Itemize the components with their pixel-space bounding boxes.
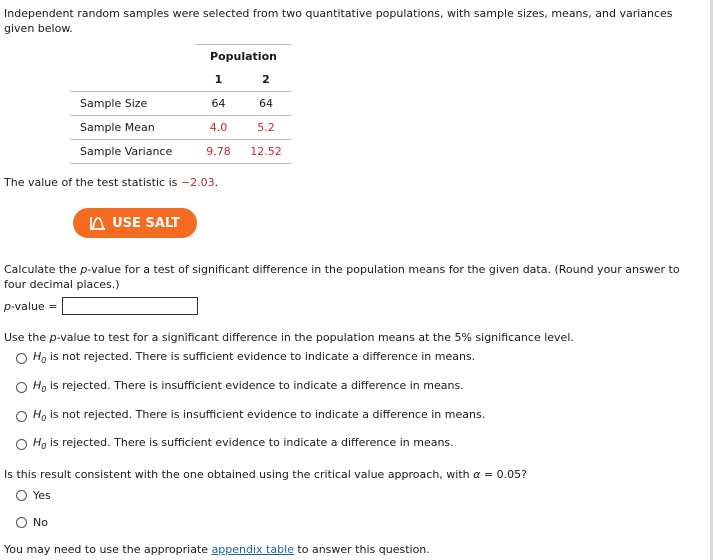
pvalue-label bbox=[4, 300, 57, 313]
h-symbol: H bbox=[33, 379, 42, 393]
sample-mean-pop2: 5.2 bbox=[241, 116, 291, 140]
h-symbol: H bbox=[33, 436, 42, 450]
table-corner-2 bbox=[70, 68, 196, 92]
test-statistic-statement bbox=[4, 176, 218, 189]
radio-button[interactable] bbox=[16, 517, 27, 528]
footer-note bbox=[4, 543, 430, 556]
calc-suffix: -value for a test of significant difference in the population means for the given data. (Round your answer to four decimal places.) bbox=[4, 263, 680, 291]
q1-suffix: -value to test for a significant difference in the population means at the 5% significance level. bbox=[56, 331, 574, 344]
option-text bbox=[33, 408, 485, 423]
q1-p: p bbox=[49, 331, 57, 344]
option-label: is not rejected. There is insufficient evidence to indicate a difference in means. bbox=[46, 408, 486, 422]
option-text bbox=[33, 379, 464, 394]
table-row bbox=[70, 140, 291, 164]
hypothesis-question bbox=[4, 331, 574, 344]
q2-suffix: = 0.05? bbox=[480, 468, 527, 481]
row-label-sample-variance: Sample Variance bbox=[70, 140, 196, 164]
sample-size-pop1: 64 bbox=[196, 92, 241, 116]
table-row bbox=[70, 116, 291, 140]
intro-text: Independent random samples were selected from two quantitative populations, with sample sizes, means, and variances given below. bbox=[4, 7, 673, 35]
h-subscript: 0 bbox=[41, 356, 47, 366]
h-symbol: H bbox=[33, 408, 42, 422]
table-corner bbox=[70, 45, 196, 69]
radio-button[interactable] bbox=[16, 353, 27, 364]
hypothesis-option-2[interactable] bbox=[16, 379, 464, 395]
radio-button[interactable] bbox=[16, 439, 27, 450]
sample-mean-pop1: 4.0 bbox=[196, 116, 241, 140]
option-no[interactable] bbox=[16, 514, 48, 530]
table-row bbox=[70, 92, 291, 116]
calc-p: p bbox=[80, 263, 88, 276]
consistency-question bbox=[4, 468, 527, 481]
radio-button[interactable] bbox=[16, 382, 27, 393]
h-subscript: 0 bbox=[41, 385, 47, 395]
sample-variance-pop2: 12.52 bbox=[241, 140, 291, 164]
statement-suffix: . bbox=[214, 176, 219, 189]
option-text bbox=[33, 436, 454, 451]
option-label: No bbox=[33, 515, 48, 529]
appendix-table-link[interactable]: appendix table bbox=[211, 543, 294, 556]
alpha-symbol: α bbox=[473, 468, 481, 481]
pvalue-label-text: -value = bbox=[10, 299, 58, 313]
pvalue-input[interactable] bbox=[62, 297, 198, 315]
use-salt-button[interactable] bbox=[73, 208, 197, 238]
sample-variance-pop1: 9.78 bbox=[196, 140, 241, 164]
calc-prefix: Calculate the bbox=[4, 263, 81, 276]
pvalue-p: p bbox=[4, 299, 11, 313]
option-label: is rejected. There is insufficient evidence to indicate a difference in means. bbox=[46, 379, 464, 393]
sample-size-pop2: 64 bbox=[241, 92, 291, 116]
hypothesis-option-3[interactable] bbox=[16, 408, 485, 424]
column-header-1: 1 bbox=[196, 68, 241, 92]
row-label-sample-mean: Sample Mean bbox=[70, 116, 196, 140]
salt-chart-icon bbox=[90, 216, 106, 230]
option-yes[interactable] bbox=[16, 487, 51, 503]
calculate-instruction bbox=[4, 262, 704, 292]
footer-suffix: to answer this question. bbox=[293, 543, 430, 556]
population-header: Population bbox=[196, 45, 291, 69]
footer-prefix: You may need to use the appropriate bbox=[4, 543, 212, 556]
row-label-sample-size: Sample Size bbox=[70, 92, 196, 116]
hypothesis-option-1[interactable] bbox=[16, 350, 475, 366]
pvalue-row bbox=[4, 297, 198, 315]
option-label: is not rejected. There is sufficient evidence to indicate a difference in means. bbox=[46, 350, 476, 364]
h-subscript: 0 bbox=[41, 414, 47, 424]
h-subscript: 0 bbox=[41, 442, 47, 452]
option-label: is rejected. There is sufficient evidence to indicate a difference in means. bbox=[46, 436, 454, 450]
option-label: Yes bbox=[33, 488, 51, 502]
radio-button[interactable] bbox=[16, 490, 27, 501]
hypothesis-option-4[interactable] bbox=[16, 436, 454, 452]
column-header-2: 2 bbox=[241, 68, 291, 92]
q1-prefix: Use the bbox=[4, 331, 50, 344]
h-symbol: H bbox=[33, 350, 42, 364]
use-salt-label: USE SALT bbox=[112, 215, 180, 231]
statement-prefix: The value of the test statistic is bbox=[4, 176, 181, 189]
population-table bbox=[70, 44, 291, 164]
test-statistic-value: −2.03 bbox=[180, 176, 215, 189]
option-text bbox=[33, 350, 475, 365]
q2-prefix: Is this result consistent with the one obtained using the critical value approach, with bbox=[4, 468, 474, 481]
radio-button[interactable] bbox=[16, 411, 27, 422]
